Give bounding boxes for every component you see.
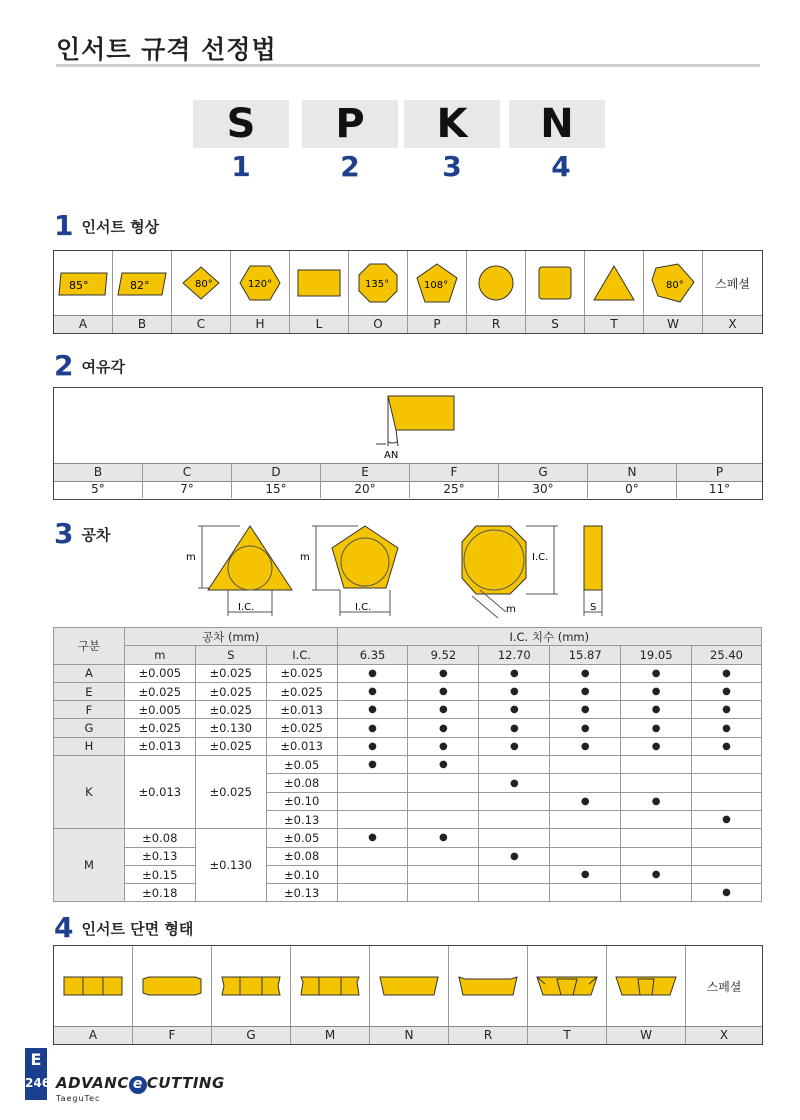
tol-m: ±0.13 [124,847,195,865]
shape-label: A [54,316,113,333]
availability-dot: ● [479,701,550,719]
clearance-angle: 11° [708,482,731,496]
svg-text:m: m [506,604,516,615]
rhombic-85-icon [57,268,109,298]
insert-shape-table [53,250,763,334]
svg-text:120°: 120° [248,279,273,290]
code-letter-2: P [302,100,398,148]
shape-label-row [54,315,762,333]
form-label: A [54,1027,133,1044]
tolerance-subheader-row [54,646,762,664]
empty-cell [692,829,762,847]
availability-dot: ● [621,664,692,682]
availability-dot: ● [692,737,762,755]
availability-dot: ● [692,701,762,719]
tol-ic: ±0.05 [266,756,337,774]
tol-s: ±0.130 [195,719,266,737]
clearance-angle-diagram [372,394,462,462]
triangle-icon [592,263,636,303]
insert-form-table [53,945,763,1045]
form-cell-g [212,946,291,1026]
code-letter-1: S [193,100,289,148]
octagon-135-icon [357,262,399,304]
empty-cell [692,792,762,810]
shape-label: W [644,316,703,333]
empty-cell [550,774,621,792]
tol-m: ±0.005 [124,701,195,719]
shape-label: P [408,316,467,333]
form-cell-w [607,946,686,1026]
availability-dot: ● [692,664,762,682]
empty-cell [337,847,408,865]
form-cell-r [449,946,528,1026]
form-label: W [607,1027,686,1044]
shape-label: O [349,316,408,333]
tolerance-class: F [54,701,125,719]
shape-cell-r [467,251,526,315]
availability-dot: ● [408,829,479,847]
col-ic-size: 19.05 [621,646,692,664]
shape-cell-w [644,251,703,315]
tol-s: ±0.025 [195,682,266,700]
availability-dot: ● [337,701,408,719]
empty-cell [479,865,550,883]
form-m-icon [299,974,361,998]
shape-label: B [113,316,172,333]
empty-cell [550,829,621,847]
empty-cell [550,756,621,774]
col-ic-size: 12.70 [479,646,550,664]
empty-cell [621,810,692,828]
empty-cell [408,847,479,865]
tol-ic: ±0.05 [266,829,337,847]
table-row [54,682,762,700]
rectangle-icon [296,266,342,300]
clearance-angle: 0° [588,481,677,498]
availability-dot: ● [621,737,692,755]
tol-m: ±0.005 [124,664,195,682]
form-f-icon [141,974,203,998]
availability-dot: ● [479,719,550,737]
code-number-1: 1 [231,150,251,183]
availability-dot: ● [621,701,692,719]
form-a-icon [62,974,124,998]
tol-s: ±0.025 [195,737,266,755]
tolerance-m-rows [54,829,762,902]
chapter-letter: E [30,1050,42,1069]
empty-cell [621,756,692,774]
availability-dot: ● [337,682,408,700]
svg-text:I.C.: I.C. [532,552,549,563]
col-ic-size: 9.52 [408,646,479,664]
round-icon [476,263,516,303]
availability-dot: ● [337,829,408,847]
tol-ic: ±0.025 [266,719,337,737]
tol-ic: ±0.08 [266,847,337,865]
clearance-angle: 15° [232,481,321,498]
availability-dot: ● [337,737,408,755]
availability-dot: ● [408,682,479,700]
tol-ic: ±0.025 [266,664,337,682]
clearance-angle: 20° [321,481,410,498]
tol-ic: ±0.13 [266,884,337,902]
empty-cell [692,774,762,792]
form-label: M [291,1027,370,1044]
availability-dot: ● [479,847,550,865]
tol-s: ±0.025 [195,756,266,829]
form-w-icon [614,974,678,998]
shape-label: S [526,316,585,333]
empty-cell [692,865,762,883]
availability-dot: ● [621,792,692,810]
availability-dot: ● [408,664,479,682]
ic-size-header: I.C. 치수 (mm) [337,628,761,646]
section2-number: 2 [54,349,74,382]
availability-dot: ● [621,682,692,700]
tolerance-table [53,627,762,902]
brand-subtitle: TaeguTec [56,1094,101,1103]
availability-dot: ● [621,865,692,883]
title-divider [56,64,760,67]
svg-text:85°: 85° [69,279,89,292]
shape-cell-b [113,251,172,315]
section1-heading [54,209,160,242]
svg-text:I.C.: I.C. [238,602,255,613]
col-ic-size: 25.40 [692,646,762,664]
col-s: S [195,646,266,664]
section3-heading [54,517,111,550]
availability-dot: ● [550,701,621,719]
empty-cell [337,884,408,902]
svg-text:S: S [590,602,597,613]
empty-cell [692,847,762,865]
form-cell-f [133,946,212,1026]
tolerance-class: K [54,756,125,829]
availability-dot: ● [692,810,762,828]
tolerance-class: G [54,719,125,737]
clearance-angle: 5° [54,481,143,498]
clearance-angle: 30° [499,481,588,498]
availability-dot: ● [479,682,550,700]
section2-heading [54,349,125,382]
col-ic-size: 6.35 [337,646,408,664]
shape-label: X [728,317,737,331]
form-label: F [133,1027,212,1044]
tol-m: ±0.18 [124,884,195,902]
form-label: G [212,1027,291,1044]
svg-text:I.C.: I.C. [355,602,372,613]
tolerance-k-rows [54,756,762,829]
tol-m: ±0.15 [124,865,195,883]
empty-cell [550,810,621,828]
tol-s: ±0.130 [195,829,266,902]
availability-dot: ● [692,682,762,700]
availability-dot: ● [550,719,621,737]
empty-cell [621,884,692,902]
table-row [54,719,762,737]
svg-text:80°: 80° [195,279,213,290]
shape-label: R [467,316,526,333]
empty-cell [337,774,408,792]
section3-title: 공차 [81,525,111,544]
availability-dot: ● [692,719,762,737]
availability-dot: ● [550,792,621,810]
clearance-code: D [232,464,321,481]
clearance-code: P [715,465,724,479]
form-cell-x: 스페셜 [706,979,742,994]
svg-text:82°: 82° [130,279,150,292]
empty-cell [479,756,550,774]
availability-dot: ● [479,737,550,755]
empty-cell [337,792,408,810]
shape-label: T [585,316,644,333]
form-t-icon [535,974,599,998]
clearance-code: C [143,464,232,481]
availability-dot: ● [550,664,621,682]
form-n-icon [378,974,440,998]
availability-dot: ● [692,884,762,902]
empty-cell [550,847,621,865]
table-row [54,829,762,847]
svg-text:135°: 135° [365,279,390,290]
clearance-code: G [499,464,588,481]
svg-text:108°: 108° [424,280,449,291]
form-label: X [719,1028,729,1042]
form-cell-a [54,946,133,1026]
empty-cell [408,884,479,902]
empty-cell [479,884,550,902]
svg-text:m: m [300,552,310,563]
tol-ic: ±0.013 [266,737,337,755]
tol-ic: ±0.08 [266,774,337,792]
page-number: 246 [25,1076,51,1090]
tol-m: ±0.013 [124,737,195,755]
availability-dot: ● [337,664,408,682]
tol-s: ±0.025 [195,701,266,719]
empty-cell [408,865,479,883]
form-cell-m [291,946,370,1026]
pentagon-108-icon [415,262,459,304]
shape-cell-l [290,251,349,315]
empty-cell [408,774,479,792]
trigon-80-icon [650,262,696,304]
availability-dot: ● [479,774,550,792]
empty-cell [479,792,550,810]
shape-cell-c [172,251,231,315]
form-label: N [370,1027,449,1044]
code-letter-4: N [509,100,605,148]
empty-cell [550,884,621,902]
section4-title: 인서트 단면 형태 [81,919,194,938]
empty-cell [621,829,692,847]
empty-cell [621,847,692,865]
col-m: m [124,646,195,664]
section4-heading [54,911,194,944]
empty-cell [408,810,479,828]
shape-cell-h [231,251,290,315]
empty-cell [408,792,479,810]
rhombic-82-icon [116,268,168,298]
square-icon [536,264,574,302]
col-ic: I.C. [266,646,337,664]
table-row [54,756,762,774]
shape-label: L [290,316,349,333]
form-cell-t [528,946,607,1026]
empty-cell [337,810,408,828]
availability-dot: ● [337,756,408,774]
availability-dot: ● [550,865,621,883]
table-row [54,737,762,755]
brand-logo [56,1074,225,1103]
clearance-code: E [321,464,410,481]
section1-title: 인서트 형상 [81,217,160,236]
section4-number: 4 [54,911,74,944]
brand-text-1: ADVANC [56,1074,129,1092]
clearance-angle: 25° [410,481,499,498]
form-label: R [449,1027,528,1044]
tol-m: ±0.025 [124,682,195,700]
tol-ic: ±0.13 [266,810,337,828]
col-ic-size: 15.87 [550,646,621,664]
code-number-4: 4 [551,150,571,183]
page-title: 인서트 규격 선정법 [56,35,277,64]
form-g-icon [220,974,282,998]
tol-ic: ±0.10 [266,792,337,810]
section1-number: 1 [54,209,74,242]
clearance-angle-table [53,387,763,500]
shape-cell-s [526,251,585,315]
shape-cell-o [349,251,408,315]
tolerance-diagrams [180,520,620,622]
section2-title: 여유각 [81,357,125,376]
tolerance-class: H [54,737,125,755]
tolerance-header: 공차 (mm) [124,628,337,646]
availability-dot: ● [408,701,479,719]
clearance-code: N [588,464,677,481]
class-header: 구분 [54,628,125,665]
brand-text-2: CUTTING [146,1074,225,1092]
form-label-row [54,1026,762,1044]
empty-cell [692,756,762,774]
shape-cell-x: 스페셜 [715,276,750,291]
rhombic-80-icon [177,264,225,302]
svg-text:AN: AN [384,450,399,461]
tolerance-class: E [54,682,125,700]
shape-label: C [172,316,231,333]
tol-ic: ±0.10 [266,865,337,883]
section3-number: 3 [54,517,74,550]
form-cell-n [370,946,449,1026]
clearance-code: B [54,464,143,481]
tolerance-simple-rows [54,664,762,755]
availability-dot: ● [408,719,479,737]
hexagon-120-icon [238,263,282,303]
clearance-code-row [54,463,762,482]
shape-cell-t [585,251,644,315]
clearance-angle: 7° [143,481,232,498]
tolerance-header-row [54,628,762,646]
chapter-tab [25,1048,51,1100]
shape-cell-a [54,251,113,315]
code-number-3: 3 [442,150,462,183]
tolerance-class: A [54,664,125,682]
table-row [54,865,762,883]
availability-dot: ● [550,682,621,700]
table-row [54,884,762,902]
form-r-icon [457,974,519,998]
tol-ic: ±0.025 [266,682,337,700]
tol-m: ±0.025 [124,719,195,737]
tol-m: ±0.013 [124,756,195,829]
table-row [54,701,762,719]
empty-cell [621,774,692,792]
availability-dot: ● [479,664,550,682]
tol-ic: ±0.013 [266,701,337,719]
code-letter-3: K [404,100,500,148]
clearance-angle-row [54,481,762,498]
brand-e-badge: e [129,1076,147,1094]
svg-text:m: m [186,552,196,563]
svg-text:80°: 80° [666,280,684,291]
empty-cell [479,829,550,847]
empty-cell [479,810,550,828]
availability-dot: ● [550,737,621,755]
code-number-2: 2 [340,150,360,183]
clearance-code: F [410,464,499,481]
availability-dot: ● [337,719,408,737]
tolerance-class: M [54,829,125,902]
availability-dot: ● [621,719,692,737]
shape-cell-p [408,251,467,315]
form-label: T [528,1027,607,1044]
table-row [54,664,762,682]
shape-label: H [231,316,290,333]
empty-cell [337,865,408,883]
availability-dot: ● [408,756,479,774]
table-row [54,847,762,865]
availability-dot: ● [408,737,479,755]
tol-s: ±0.025 [195,664,266,682]
tol-m: ±0.08 [124,829,195,847]
